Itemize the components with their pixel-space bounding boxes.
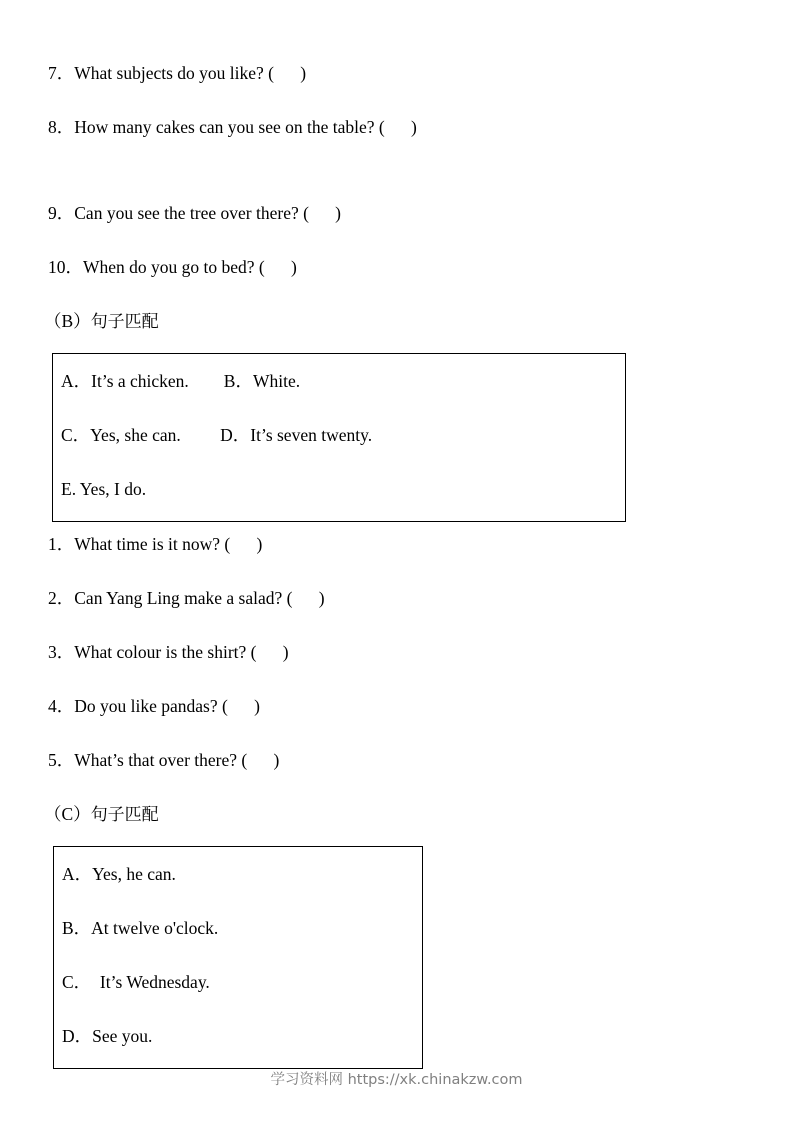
section-b-question-5: 5．What’s that over there? ( ): [48, 750, 280, 770]
section-b-question-1: 1．What time is it now? ( ): [48, 534, 263, 554]
section-c-option-a: A．Yes, he can.: [62, 864, 176, 884]
section-b-options-box: [52, 353, 626, 522]
section-b-title-cjk: 句子匹配: [90, 312, 159, 332]
section-c-options-box: [53, 846, 423, 1069]
question-8: 8．How many cakes can you see on the table? ( ): [48, 117, 417, 137]
section-b-question-2: 2．Can Yang Ling make a salad? ( ): [48, 588, 325, 608]
section-b-option-row-2: C．Yes, she can. D．It’s seven twenty.: [61, 425, 373, 445]
section-c-title-cjk: 句子匹配: [90, 805, 159, 825]
footer-source: 学习资料网 https://xk.chinakzw.com: [270, 1072, 523, 1088]
section-c-option-c: C． It’s Wednesday.: [62, 972, 210, 992]
question-9: 9．Can you see the tree over there? ( ): [48, 203, 342, 223]
section-b-title: [44, 310, 159, 333]
section-b-title-label: （B）: [44, 311, 91, 331]
section-b-option-row-1: A．It’s a chicken. B．White.: [61, 371, 301, 391]
section-b-option-row-3: E. Yes, I do.: [61, 479, 147, 499]
section-c-title: [44, 803, 159, 826]
section-b-question-3: 3．What colour is the shirt? ( ): [48, 642, 289, 662]
section-c-title-label: （C）: [44, 804, 91, 824]
question-7: 7．What subjects do you like? ( ): [48, 63, 307, 83]
section-c-option-b: B．At twelve o'clock.: [62, 918, 219, 938]
question-10: 10．When do you go to bed? ( ): [48, 257, 297, 277]
section-b-question-4: 4．Do you like pandas? ( ): [48, 696, 260, 716]
section-c-option-d: D．See you.: [62, 1026, 153, 1046]
